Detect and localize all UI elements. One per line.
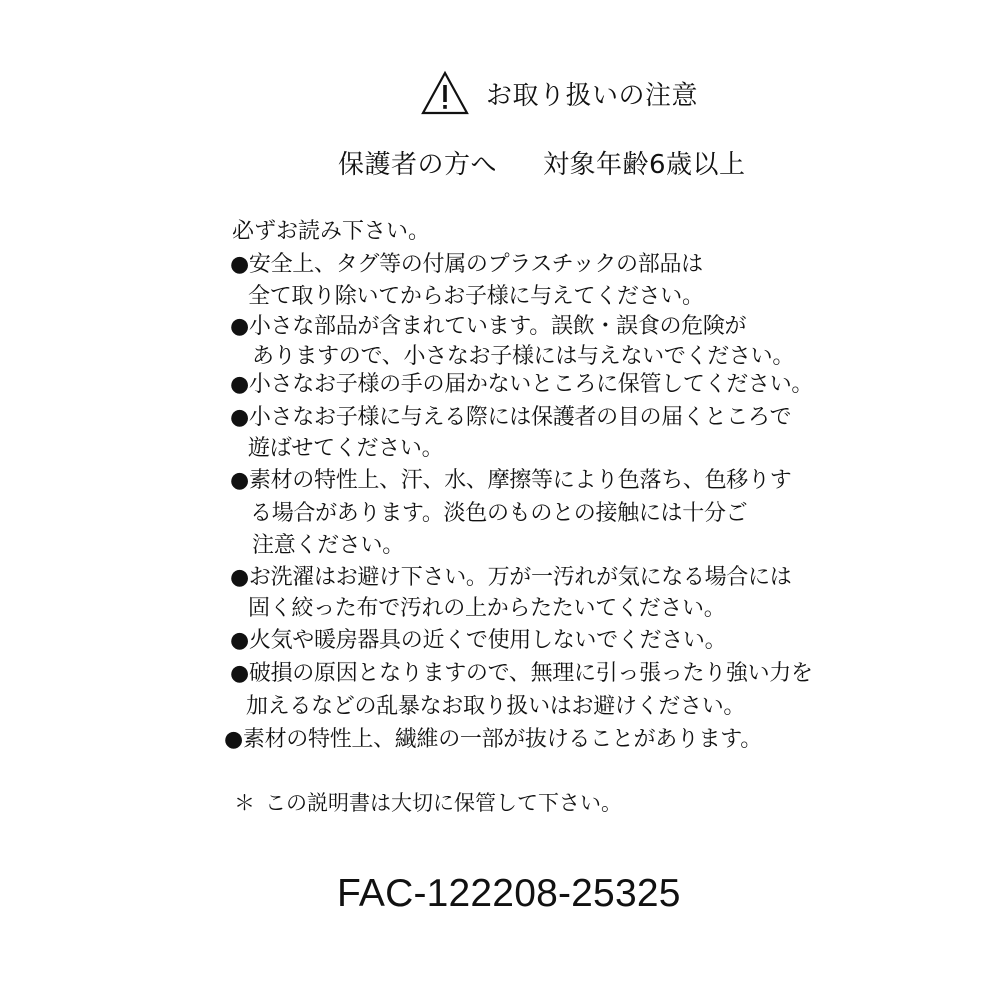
caution-item-4-line-2: 遊ばせてください。 xyxy=(248,436,444,461)
warning-triangle-icon xyxy=(420,70,470,116)
caution-item-5-line-1: 素材の特性上、汗、水、摩擦等により色落ち、色移りす xyxy=(248,468,792,493)
caution-item-7-line-1: 火気や暖房器具の近くで使用しないでください。 xyxy=(248,628,727,653)
caution-item-3-line-1: 小さなお子様の手の届かないところに保管してください。 xyxy=(248,372,814,397)
bullet-icon: ● xyxy=(230,661,249,686)
bullet-icon: ● xyxy=(230,565,249,590)
age-target-label: 対象年齢6歳以上 xyxy=(543,149,746,180)
subtitle-row xyxy=(338,142,746,182)
caution-item-2-line-1: 小さな部品が含まれています。誤飲・誤食の危険が xyxy=(248,314,747,339)
bullet-icon: ● xyxy=(230,468,249,493)
page-title: お取り扱いの注意 xyxy=(486,80,699,111)
caution-item-7 xyxy=(230,626,726,656)
caution-item-1 xyxy=(230,250,703,280)
bullet-icon: ● xyxy=(230,314,249,339)
intro-text: 必ずお読み下さい。 xyxy=(232,219,431,244)
title-row xyxy=(420,68,698,118)
bullet-icon: ● xyxy=(224,727,243,752)
caution-item-8-line-2: 加えるなどの乱暴なお取り扱いはお避けください。 xyxy=(246,694,746,719)
caution-item-3 xyxy=(230,370,813,400)
caution-item-4 xyxy=(230,403,791,433)
bullet-icon: ● xyxy=(230,372,249,397)
keep-instructions-note xyxy=(234,788,622,818)
caution-item-8 xyxy=(230,659,813,689)
caution-item-1-line-1: 安全上、タグ等の付属のプラスチックの部品は xyxy=(248,252,703,277)
caution-item-8-line-1: 破損の原因となりますので、無理に引っ張ったり強い力を xyxy=(248,661,813,686)
note-text: この説明書は大切に保管して下さい。 xyxy=(265,791,622,815)
caution-item-4-line-1: 小さなお子様に与える際には保護者の目の届くところで xyxy=(248,405,792,430)
caution-item-6 xyxy=(230,563,791,593)
caution-item-5-line-3: 注意ください。 xyxy=(252,533,404,558)
caution-item-1-line-2: 全て取り除いてからお子様に与えてください。 xyxy=(248,284,704,309)
audience-label: 保護者の方へ xyxy=(338,149,498,180)
caution-item-5-line-2: る場合があります。淡色のものとの接触には十分ご xyxy=(250,501,748,526)
caution-item-5 xyxy=(230,466,791,496)
caution-item-6-line-1: お洗濯はお避け下さい。万が一汚れが気になる場合には xyxy=(248,565,792,590)
caution-item-6-line-2: 固く絞った布で汚れの上からたたいてください。 xyxy=(248,596,726,621)
bullet-icon: ● xyxy=(230,628,249,653)
asterisk-mark: ＊ xyxy=(234,791,255,815)
caution-item-9 xyxy=(224,725,762,755)
bullet-icon: ● xyxy=(230,252,249,277)
caution-item-2-line-2: ありますので、小さなお子様には与えないでください。 xyxy=(252,344,795,369)
caution-item-9-line-1: 素材の特性上、繊維の一部が抜けることがあります。 xyxy=(242,727,762,752)
product-code: FAC-122208-25325 xyxy=(337,872,681,915)
caution-item-2 xyxy=(230,312,746,342)
bullet-icon: ● xyxy=(230,405,249,430)
